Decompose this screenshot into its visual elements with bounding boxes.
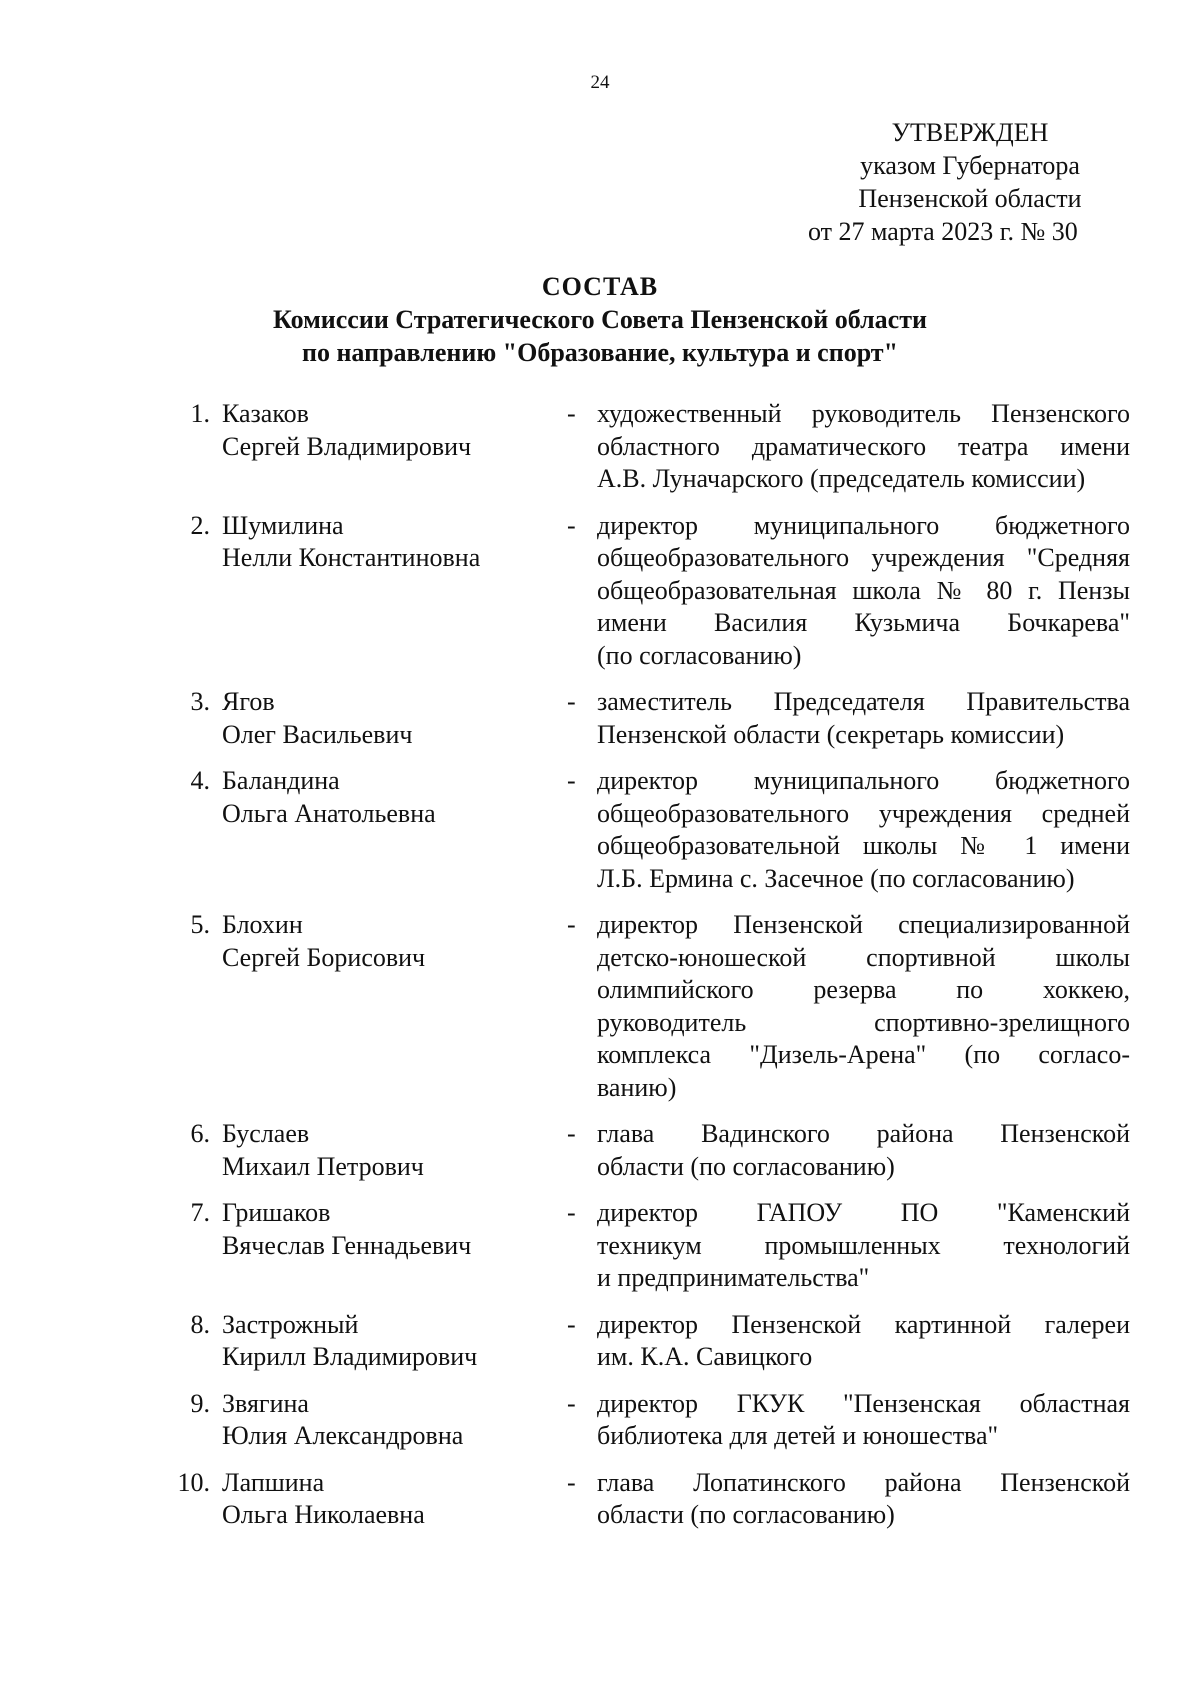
member-row (150, 765, 1135, 895)
member-surname: Лапшина (222, 1467, 325, 1497)
position-line: директор ГКУК "Пензенская областная (597, 1388, 1130, 1418)
member-dash: - (567, 1309, 576, 1339)
title-line-1: Комиссии Стратегического Совета Пензенской области (273, 305, 927, 334)
member-given-names: Вячеслав Геннадьевич (222, 1230, 472, 1260)
member-dash: - (567, 1198, 576, 1227)
document-title (0, 270, 1200, 369)
member-name (222, 686, 567, 751)
member-number: 3. (190, 687, 210, 716)
member-surname: Гришаков (222, 1198, 331, 1227)
position-line: общеобразовательного учреждения средней (597, 798, 1130, 828)
member-surname: Ягов (222, 687, 275, 716)
position-line: библиотека для детей и юношества" (597, 1421, 999, 1450)
member-given-names: Михаил Петрович (222, 1151, 424, 1181)
member-name (222, 510, 567, 673)
approval-line-1: УТВЕРЖДЕН (891, 118, 1049, 147)
position-line: Пензенской области (секретарь комиссии) (597, 719, 1065, 749)
member-surname: Звягина (222, 1388, 309, 1418)
position-line: директор Пензенской картинной галереи (597, 1309, 1130, 1339)
member-number: 4. (190, 766, 210, 795)
member-dash: - (567, 687, 576, 716)
member-given-names: Кирилл Владимирович (222, 1342, 478, 1371)
member-surname: Буслаев (222, 1119, 310, 1148)
member-dash: - (567, 1119, 576, 1148)
member-dash: - (567, 910, 576, 939)
members-list (150, 398, 1135, 1546)
position-line: олимпийского резерва по хоккею, (597, 975, 1130, 1004)
member-name (222, 909, 567, 1104)
member-position (597, 1309, 1130, 1374)
member-given-names: Ольга Анатольевна (222, 798, 436, 828)
member-number: 9. (190, 1388, 210, 1418)
member-number: 5. (190, 910, 210, 939)
position-line: глава Лопатинского района Пензенской (597, 1467, 1130, 1497)
member-row (150, 909, 1135, 1104)
position-line: заместитель Председателя Правительства (597, 687, 1130, 716)
position-line: руководитель спортивно-зрелищного (597, 1007, 1130, 1037)
member-name (222, 1309, 567, 1374)
member-row (150, 1388, 1135, 1453)
member-dash: - (567, 399, 576, 428)
member-given-names: Сергей Владимирович (222, 431, 472, 461)
member-given-names: Ольга Николаевна (222, 1500, 425, 1529)
position-line: ванию) (597, 1072, 677, 1102)
position-line: и предпринимательства" (597, 1263, 870, 1292)
member-surname: Блохин (222, 910, 303, 939)
member-position (597, 686, 1130, 751)
member-name (222, 398, 567, 496)
member-given-names: Нелли Константиновна (222, 543, 481, 572)
member-position (597, 1388, 1130, 1453)
position-line: директор муниципального бюджетного (597, 766, 1130, 795)
member-name (222, 1197, 567, 1295)
member-number: 7. (190, 1198, 210, 1227)
title-line-2: по направлению "Образование, культура и спорт" (301, 338, 899, 367)
page-number: 24 (590, 72, 610, 93)
member-row (150, 1197, 1135, 1295)
title-heading: СОСТАВ (541, 272, 659, 301)
position-line: директор Пензенской специализированной (597, 910, 1130, 939)
member-name (222, 765, 567, 895)
member-position (597, 398, 1130, 496)
position-line: глава Вадинского района Пензенской (597, 1119, 1130, 1148)
member-position (597, 765, 1130, 895)
member-number: 8. (190, 1309, 210, 1339)
position-line: (по согласованию) (597, 640, 802, 670)
member-name (222, 1467, 567, 1532)
position-line: области (по согласованию) (597, 1151, 895, 1181)
member-row (150, 1309, 1135, 1374)
member-surname: Казаков (222, 399, 309, 428)
member-name (222, 1388, 567, 1453)
member-number: 1. (190, 399, 210, 428)
member-given-names: Сергей Борисович (222, 942, 426, 972)
member-surname: Шумилина (222, 510, 344, 540)
member-given-names: Олег Васильевич (222, 719, 413, 749)
member-dash: - (567, 766, 576, 795)
approval-date: от 27 марта 2023 г. № 30 (808, 217, 1078, 246)
position-line: имени Василия Кузьмича Бочкарева" (597, 608, 1130, 637)
position-line: им. К.А. Савицкого (597, 1342, 813, 1371)
member-dash: - (567, 510, 576, 540)
member-number: 10. (177, 1467, 210, 1497)
position-line: А.В. Луначарского (председатель комиссии) (597, 464, 1086, 493)
position-line: художественный руководитель Пензенского (597, 399, 1130, 428)
position-line: техникум промышленных технологий (597, 1230, 1130, 1260)
member-position (597, 1118, 1130, 1183)
member-dash: - (567, 1388, 576, 1418)
member-position (597, 909, 1130, 1104)
member-number: 2. (190, 510, 210, 540)
member-position (597, 1197, 1130, 1295)
position-line: директор ГАПОУ ПО "Каменский (597, 1198, 1130, 1227)
approval-line-3: Пензенской области (858, 184, 1082, 213)
member-dash: - (567, 1467, 576, 1497)
position-line: директор муниципального бюджетного (597, 510, 1130, 540)
position-line: общеобразовательной школы № 1 имени (597, 831, 1130, 860)
position-line: общеобразовательного учреждения "Средняя (597, 543, 1130, 572)
approval-line-2: указом Губернатора (860, 151, 1080, 180)
member-number: 6. (190, 1119, 210, 1148)
member-surname: Застрожный (222, 1309, 359, 1339)
member-row (150, 1467, 1135, 1532)
member-position (597, 1467, 1130, 1532)
member-row (150, 398, 1135, 496)
position-line: общеобразовательная школа № 80 г. Пензы (597, 575, 1130, 605)
member-surname: Баландина (222, 766, 340, 795)
position-line: области (по согласованию) (597, 1500, 895, 1529)
position-line: комплекса "Дизель-Арена" (по согласо- (597, 1040, 1130, 1069)
member-name (222, 1118, 567, 1183)
member-row (150, 510, 1135, 673)
member-row (150, 686, 1135, 751)
position-line: Л.Б. Ермина с. Засечное (по согласованию) (597, 863, 1075, 893)
member-given-names: Юлия Александровна (222, 1421, 464, 1450)
position-line: областного драматического театра имени (597, 431, 1130, 461)
member-position (597, 510, 1130, 673)
member-row (150, 1118, 1135, 1183)
approval-stamp (808, 116, 1120, 248)
position-line: детско-юношеской спортивной школы (597, 942, 1130, 972)
